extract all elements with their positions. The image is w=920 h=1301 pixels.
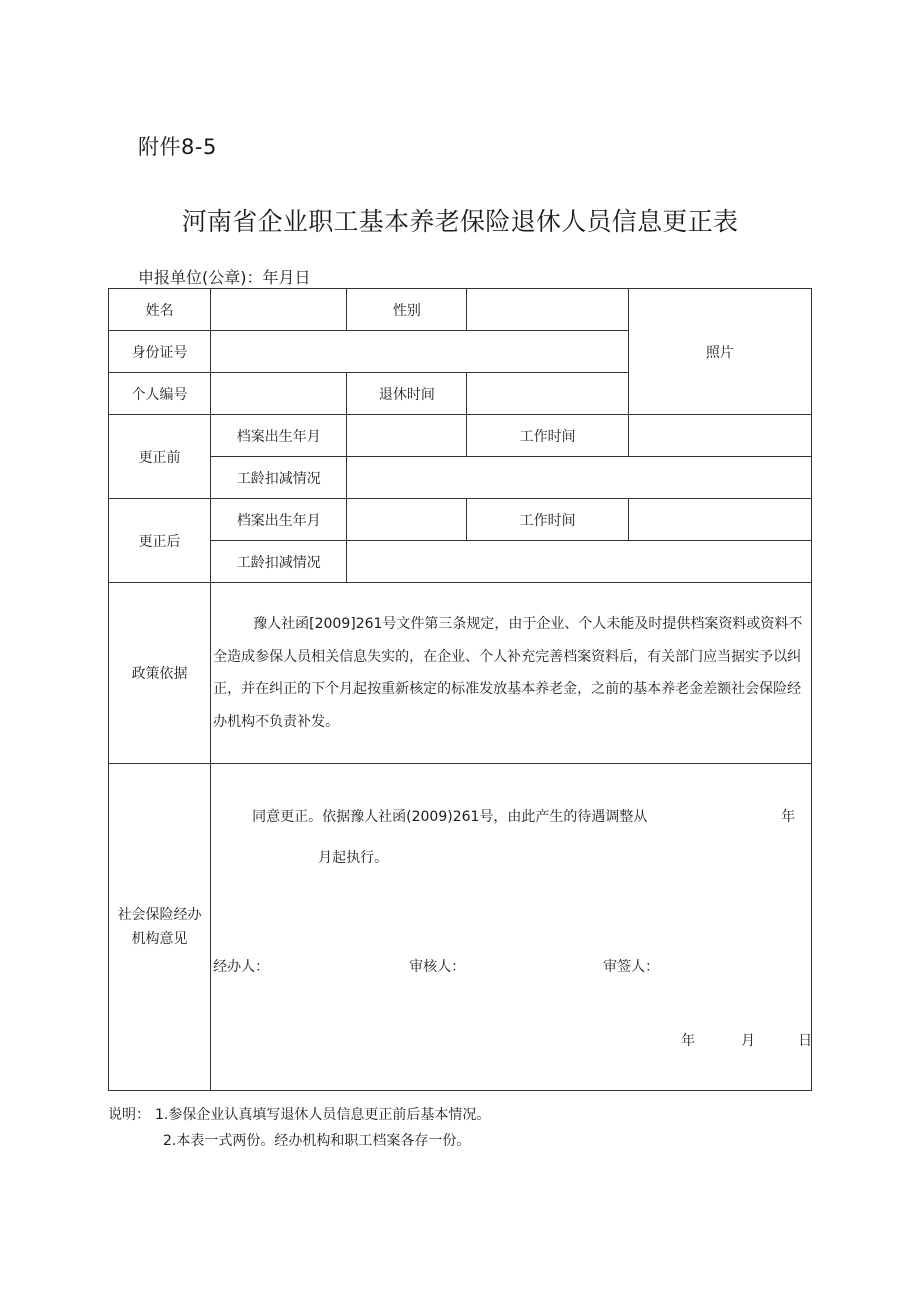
date-year-label: 年 — [681, 1033, 696, 1049]
before-seniority-label: 工龄扣减情况 — [211, 457, 347, 499]
retire-time-field[interactable] — [467, 373, 628, 415]
page-title: 河南省企业职工基本养老保险退休人员信息更正表 — [181, 207, 739, 236]
policy-basis-content: 豫人社函[2009]261号文件第三条规定，由于企业、个人未能及时提供档案资料或资料不全造成参保人员相关信息失实的，在企业、个人补充完善档案资料后，有关部门应当据实予以纠正，并在纠正的下个月起按重新核定的标准发放基本养老金，之前的基本养老金差额社会保险经办机构不负责补发。 — [213, 616, 803, 730]
after-seniority-label: 工龄扣减情况 — [211, 541, 347, 583]
after-seniority-field[interactable] — [347, 541, 812, 583]
id-number-field[interactable] — [211, 331, 629, 373]
after-birth-label: 档案出生年月 — [211, 499, 347, 541]
policy-basis-text — [211, 583, 812, 764]
id-number-label: 身份证号 — [109, 331, 211, 373]
reporting-unit-line: 申报单位(公章)：年月日 — [138, 268, 311, 287]
gender-field[interactable] — [467, 289, 628, 331]
date-day-label: 日 — [798, 1033, 813, 1049]
agency-opinion-label-text: 社会保险经办机构意见 — [117, 907, 202, 947]
policy-basis-label: 政策依据 — [109, 583, 211, 764]
opinion-statement: 同意更正。依据豫人社函(2009)261号，由此产生的待遇调整从 — [252, 809, 648, 825]
retire-time-label: 退休时间 — [347, 373, 467, 415]
after-work-time-label: 工作时间 — [467, 499, 628, 541]
before-seniority-field[interactable] — [347, 457, 812, 499]
photo-box: 照片 — [628, 289, 811, 415]
gender-label: 性别 — [347, 289, 467, 331]
reviewer-signature-label: 审核人： — [409, 959, 466, 975]
personal-number-label: 个人编号 — [109, 373, 211, 415]
approver-signature-label: 审签人： — [603, 959, 660, 975]
opinion-month-statement: 月起执行。 — [318, 850, 389, 866]
personal-number-field[interactable] — [211, 373, 347, 415]
before-birth-label: 档案出生年月 — [211, 415, 347, 457]
after-correction-label: 更正后 — [109, 499, 211, 583]
handler-signature-label: 经办人： — [213, 959, 270, 975]
notes-label: 说明： — [108, 1107, 150, 1123]
opinion-year-label: 年 — [781, 809, 796, 825]
name-label: 姓名 — [109, 289, 211, 331]
after-work-time-field[interactable] — [628, 499, 811, 541]
after-birth-field[interactable] — [347, 499, 467, 541]
attachment-number: 附件8-5 — [138, 135, 217, 159]
date-month-label: 月 — [741, 1033, 756, 1049]
info-correction-form — [108, 288, 812, 1091]
agency-opinion-label — [109, 764, 211, 1091]
name-field[interactable] — [211, 289, 347, 331]
before-birth-field[interactable] — [347, 415, 467, 457]
note-item-2: 2.本表一式两份。经办机构和职工档案各存一份。 — [163, 1133, 471, 1149]
agency-opinion-cell[interactable] — [211, 764, 812, 1091]
before-correction-label: 更正前 — [109, 415, 211, 499]
before-work-time-label: 工作时间 — [467, 415, 628, 457]
before-work-time-field[interactable] — [628, 415, 811, 457]
note-item-1: 1.参保企业认真填写退休人员信息更正前后基本情况。 — [155, 1107, 491, 1123]
